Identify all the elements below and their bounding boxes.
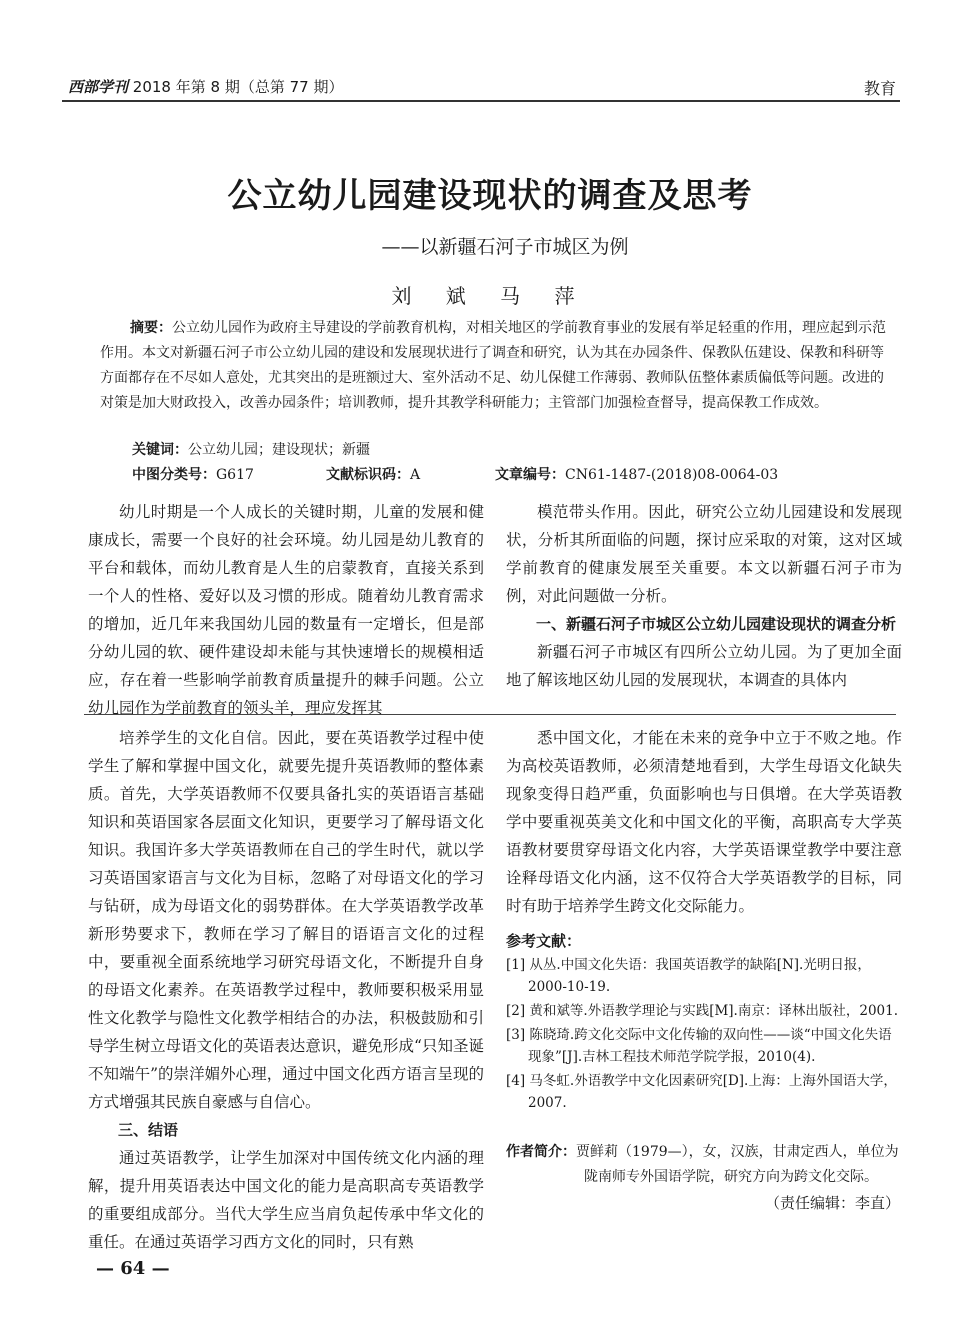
paragraph: 模范带头作用。因此，研究公立幼儿园建设和发展现状，分析其所面临的问题，探讨应采取的对策，这对区域学前教育的健康发展至关重要。本文以新疆石河子市为例，对此问题做一分析。 [506, 503, 902, 605]
clc-value: G617 [216, 467, 254, 483]
clc-number [132, 464, 254, 484]
abstract-label: 摘要： [130, 320, 172, 336]
paragraph: 悉中国文化，才能在未来的竞争中立于不败之地。作为高校英语教师，必须清楚地看到，大学生母语文化缺失现象变得日趋严重，负面影响也与日俱增。在大学英语教学中要重视英美文化和中国文化的平衡，高职高专大学英语教材要贯穿母语文化内容，大学英语课堂教学中要注意诠释母语文化内涵，这不仅符合大学英语教学的目标，同时有助于培养学生跨文化交际能力。 [506, 729, 902, 915]
section-heading-3: 三、结语 [118, 1121, 179, 1139]
paragraph: 新疆石河子市城区有四所公立幼儿园。为了更加全面地了解该地区幼儿园的发展现状，本调查的具体内 [506, 643, 902, 689]
upper-left-column [88, 498, 484, 722]
keywords-label: 关键词： [132, 442, 188, 458]
lower-right-column [506, 724, 902, 920]
author-bio [506, 1140, 902, 1190]
article-number-value: CN61-1487-(2018)08-0064-03 [565, 467, 779, 483]
doc-value: A [410, 467, 421, 483]
bio-line-1: 贾鲜莉（1979—），女，汉族，甘肃定西人，单位为 [576, 1144, 899, 1160]
article-title: 公立幼儿园建设现状的调查及思考 [227, 176, 753, 216]
article-authors: 刘 斌 马 萍 [391, 284, 589, 308]
reference-item: [2] 黄和斌等.外语教学理论与实践[M].南京：译林出版社，2001. [506, 1003, 899, 1019]
clc-label: 中图分类号： [132, 467, 216, 483]
doc-label: 文献标识码： [326, 467, 410, 483]
paragraph: 通过英语教学，让学生加深对中国传统文化内涵的理解，提升用英语表达中国文化的能力是高职高专英语教学的重要组成部分。当代大学生应当肩负起传承中华文化的重任。在通过英语学习西方文化的同时，只有熟 [88, 1149, 484, 1251]
abstract-text: 公立幼儿园作为政府主导建设的学前教育机构，对相关地区的学前教育事业的发展有举足轻重的作用，理应起到示范作用。本文对新疆石河子市公立幼儿园的建设和发展现状进行了调查和研究，认为其在办园条件、保教队伍建设、保教和科研等方面都存在不尽如人意处，尤其突出的是班额过大、室外活动不足、幼儿保健工作薄弱、教师队伍整体素质偏低等问题。改进的对策是加大财政投入，改善办园条件；培训教师，提升其教学科研能力；主管部门加强检查督导，提高保教工作成效。 [100, 320, 886, 411]
paragraph: 培养学生的文化自信。因此，要在英语教学过程中使学生了解和掌握中国文化，就要先提升英语教师的整体素质。首先，大学英语教师不仅要具备扎实的英语语言基础知识和英语国家各层面文化知识，更要学习了解母语文化知识。我国许多大学英语教师在自己的学生时代，就以学习英语国家语言与文化为目标，忽略了对母语文化的学习与钻研，成为母语文化的弱势群体。在大学英语教学改革新形势要求下，教师在学习了解目的语语言文化的过程中，要重视全面系统地学习研究母语文化，不断提升自身的母语文化素养。在英语教学过程中，教师要积极采用显性文化教学与隐性文化教学相结合的办法，积极鼓励和引导学生树立母语文化的英语表达意识，避免形成“只知圣诞不知端午”的崇洋媚外心理，通过中国文化西方语言呈现的方式增强其民族自豪感与自信心。 [88, 729, 484, 1111]
article-number [495, 464, 778, 484]
paragraph: 幼儿时期是一个人成长的关键时期，儿童的发展和健康成长，需要一个良好的社会环境。幼儿园是幼儿教育的平台和载体，而幼儿教育是人生的启蒙教育，直接关系到一个人的性格、爱好以及习惯的形成。随着幼儿教育需求的增加，近几年来我国幼儿园的数量有一定增长，但是部分幼儿园的软、硬件建设却未能与其快速增长的规模相适应，存在着一些影响学前教育质量提升的棘手问题。公立幼儿园作为学前教育的领头羊，理应发挥其 [88, 503, 484, 717]
reference-item: [4] 马冬虹.外语教学中文化因素研究[D].上海：上海外国语大学，2007. [506, 1073, 897, 1111]
reference-item: [1] 从丛.中国文化失语：我国英语教学的缺陷[N].光明日报，2000-10-19. [506, 957, 871, 995]
article-separator [84, 714, 896, 715]
bio-line-2: 陇南师专外国语学院，研究方向为跨文化交际。 [584, 1169, 878, 1185]
keywords-text: 公立幼儿园；建设现状；新疆 [188, 442, 370, 458]
lower-left-column [88, 724, 484, 1256]
section-heading-1: 一、新疆石河子市城区公立幼儿园建设现状的调查分析 [536, 615, 897, 633]
bio-label: 作者简介： [506, 1144, 576, 1160]
responsible-editor: （责任编辑：李直） [764, 1194, 900, 1212]
journal-name: 西部学刊 [68, 78, 129, 96]
issue-info: 2018 年第 8 期（总第 77 期） [132, 78, 344, 96]
header-rule [62, 100, 900, 102]
running-header [68, 76, 343, 97]
reference-item: [3] 陈晓琦.跨文化交际中文化传输的双向性——谈“中国文化失语现象”[J].吉林工程技术师范学院学报，2010(4). [506, 1027, 892, 1065]
article-number-label: 文章编号： [495, 467, 565, 483]
keywords [132, 439, 370, 459]
page-number: — 64 — [96, 1258, 170, 1279]
references-list [506, 954, 902, 1116]
abstract [100, 316, 890, 416]
doc-code [326, 464, 420, 484]
article-subtitle: ——以新疆石河子市城区为例 [381, 236, 629, 258]
references-heading: 参考文献： [506, 932, 582, 950]
section-label: 教育 [863, 79, 896, 98]
upper-right-column [506, 498, 902, 694]
